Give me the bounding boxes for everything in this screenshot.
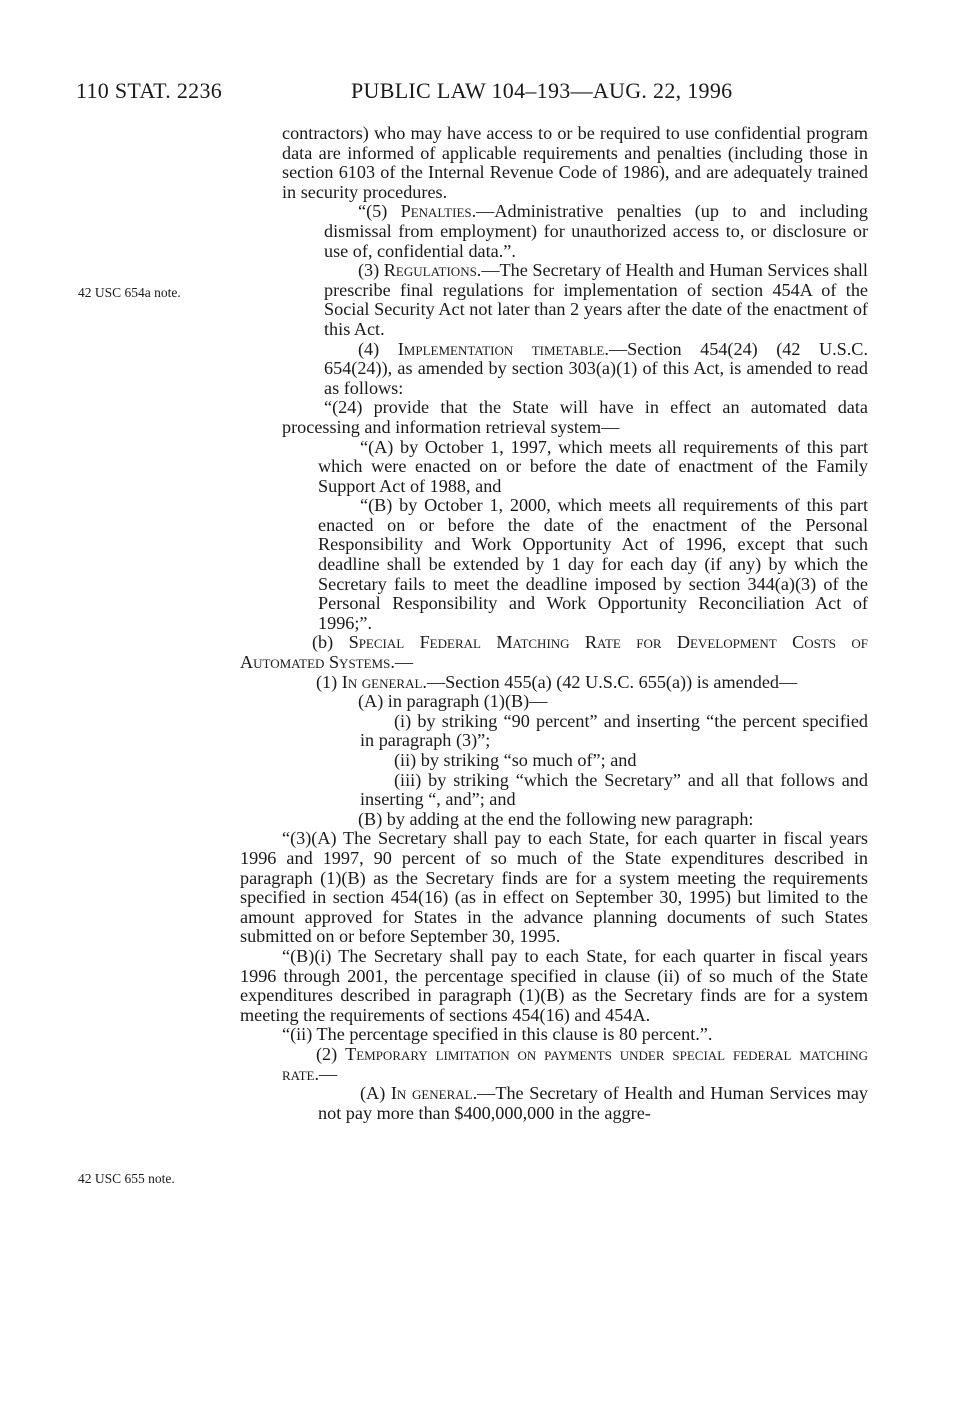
text-dash: —	[319, 1063, 338, 1084]
paragraph-in-general	[240, 673, 868, 693]
text-regulations: —The Secretary of Health and Human Services shall prescribe final regulations for implementation of section 454A of the Social Security Act not later than 2 years after the date of the enactment of this Act.	[324, 260, 868, 339]
heading-in-general: In general.	[341, 671, 427, 692]
clause-iii: (iii) by striking “which the Secretary” and all that follows and inserting “, and”; and	[360, 769, 868, 810]
paragraph-contractors: contractors) who may have access to or be required to use confidential program data are informed of applicable requirements and penalties (including those in section 6103 of the Internal Revenue Code of 1986), and are adequately trained in security procedures.	[282, 123, 868, 202]
para-number: (4)	[358, 338, 398, 359]
public-law-title: PUBLIC LAW 104–193—AUG. 22, 1996	[351, 78, 733, 103]
main-text-column	[240, 124, 868, 1123]
subparagraph-b-adding: (B) by adding at the end the following new paragraph:	[358, 808, 754, 829]
paragraph-24: “(24) provide that the State will have in effect an automated data processing and information retrieval system—	[282, 397, 868, 437]
paragraph-3b-ii: “(ii) The percentage specified in this clause is 80 percent.”.	[282, 1024, 713, 1045]
paragraph-3a: “(3)(A) The Secretary shall pay to each State, for each quarter in fiscal years 1996 and 1997, 90 percent of so much of the State expenditures described in paragraph (1)(B) as the Secretary finds are for a system meeting the requirements specified in section 454(16) (as in effect on September 30, 1995) but limited to the amount approved for States in the advance planning documents of such States submitted on or before September 30, 1995.	[240, 828, 868, 947]
paragraph-temporary-limitation	[240, 1045, 868, 1084]
paragraph-penalties	[240, 202, 868, 261]
heading-regulations: Regulations.	[383, 260, 482, 281]
text-in-general-2: —The Secretary of Health and Human Services may not pay more than $400,000,000 in the aggre-	[318, 1083, 868, 1123]
statute-citation: 110 STAT. 2236	[76, 78, 223, 103]
para-number: (2)	[316, 1043, 346, 1064]
para-number: (3)	[358, 260, 384, 281]
paragraph-regulations	[240, 261, 868, 339]
paragraph-special-federal-matching	[240, 633, 868, 672]
heading-special-federal-matching: Special Federal Matching Rate for Development Costs of Automated Systems.	[240, 632, 868, 673]
text-in-general: —Section 455(a) (42 U.S.C. 655(a)) is amended—	[426, 671, 798, 692]
paragraph-implementation-timetable	[240, 340, 868, 399]
heading-in-general-2: In general.	[390, 1083, 478, 1104]
subparagraph-a-1997: “(A) by October 1, 1997, which meets all requirements of this part which were enacted on or before the date of enactment of the Family Support Act of 1988, and	[318, 436, 868, 496]
heading-temporary-limitation: Temporary limitation on payments under special federal matching rate.	[282, 1043, 868, 1084]
subparagraph-a-in-general	[240, 1084, 868, 1123]
page-header	[76, 78, 876, 104]
para-number: “(5)	[358, 201, 401, 222]
para-number: (1)	[316, 671, 342, 692]
margin-note-654a: 42 USC 654a note.	[78, 285, 181, 300]
para-number: (b)	[312, 632, 349, 653]
margin-note-655: 42 USC 655 note.	[78, 1171, 175, 1186]
heading-implementation-timetable: Implementation timetable.	[397, 338, 609, 359]
text-dash: —	[394, 652, 414, 673]
heading-penalties: Penalties.	[400, 201, 477, 222]
subparagraph-a-paragraph-1b: (A) in paragraph (1)(B)—	[358, 691, 548, 712]
text-implementation-timetable: —Section 454(24) (42 U.S.C. 654(24)), as amended by section 303(a)(1) of this Act, is amended to read as follows:	[324, 338, 868, 398]
clause-ii: (ii) by striking “so much of”; and	[394, 750, 637, 770]
clause-i: (i) by striking “90 percent” and inserting “the percent specified in paragraph (3)”;	[360, 710, 868, 751]
para-number: (A)	[360, 1083, 391, 1104]
subparagraph-b-2000: “(B) by October 1, 2000, which meets all requirements of this part enacted on or before the date of the enactment of the Personal Responsibility and Work Opportunity Act of 1996, except that such deadline shall be extended by 1 day for each day (if any) by which the Secretary fails to meet the deadline imposed by section 344(a)(3) of the Personal Responsibility and Work Opportunity Reconciliation Act of 1996;”.	[318, 495, 868, 633]
paragraph-3b-i: “(B)(i) The Secretary shall pay to each State, for each quarter in fiscal years 1996 through 2001, the percentage specified in clause (ii) of so much of the State expenditures described in paragraph (1)(B) as the Secretary finds are for a system meeting the requirements of sections 454(16) and 454A.	[240, 945, 868, 1025]
text-penalties: —Administrative penalties (up to and including dismissal from employment) for unauthorized access to, or disclosure or use of, confidential data.”.	[324, 201, 868, 261]
